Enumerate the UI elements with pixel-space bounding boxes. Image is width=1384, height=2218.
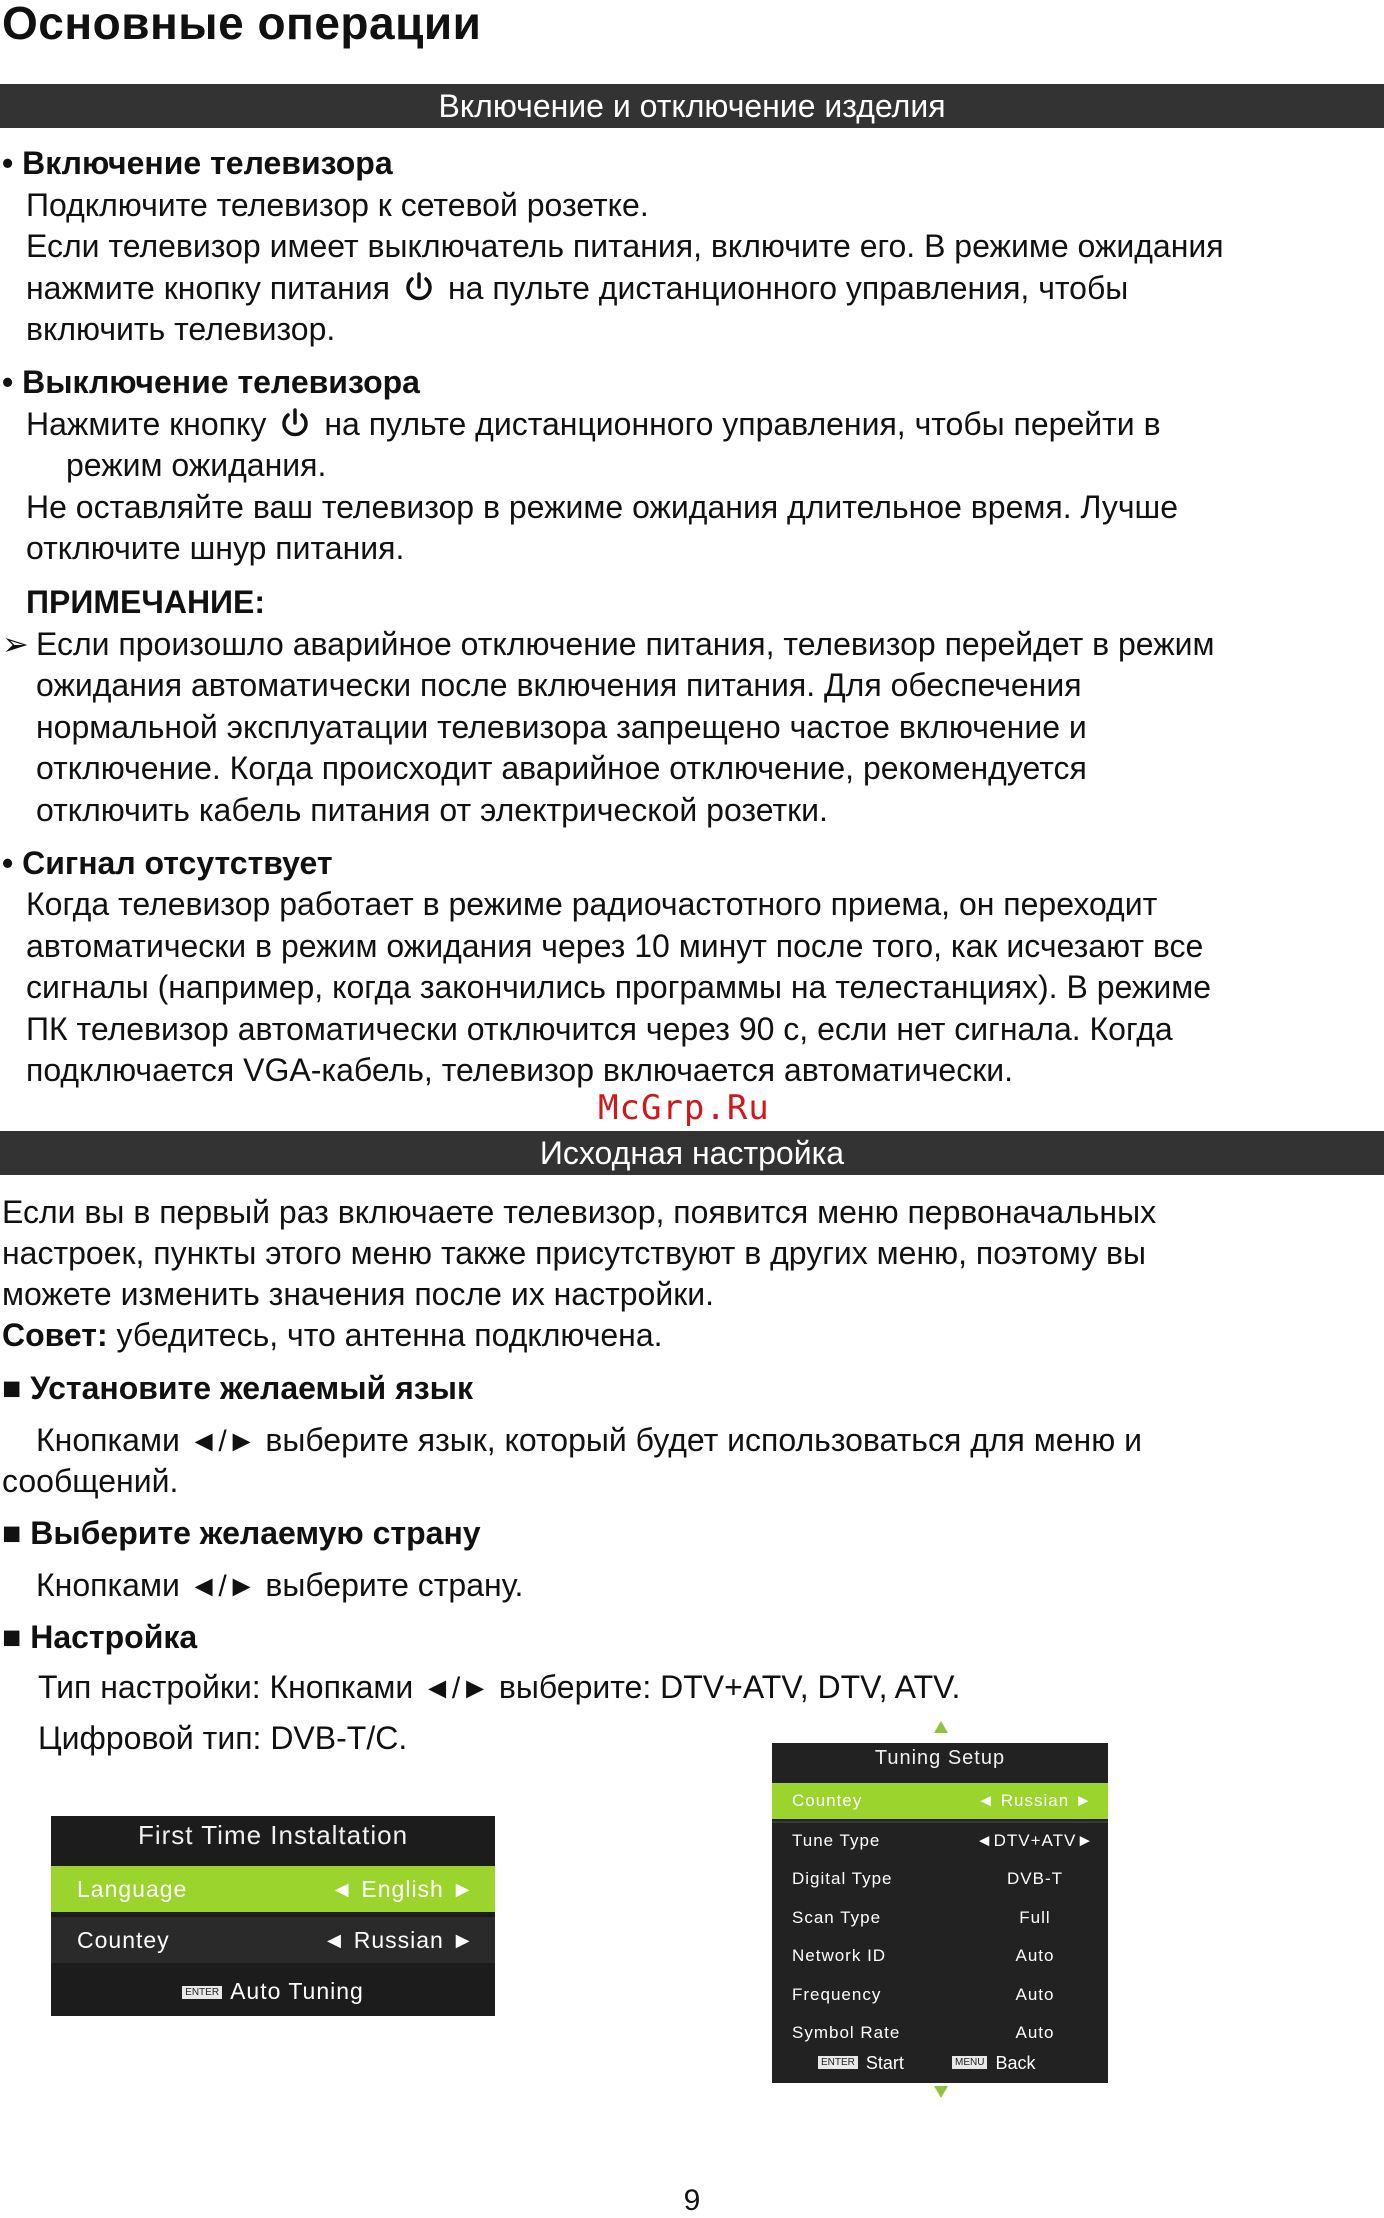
country-line-1 xyxy=(36,1565,523,1607)
power-on-line-3a: нажмите кнопку питания xyxy=(26,270,390,306)
power-icon xyxy=(278,406,312,440)
language-line-1 xyxy=(36,1420,1142,1462)
menu-row-value: Auto xyxy=(1015,2023,1055,2042)
country-heading: ■ Выберите желаемую страну xyxy=(2,1515,481,1551)
menu-row-label: Symbol Rate xyxy=(792,2023,901,2042)
power-on-line-3b: на пульте дистанционного управления, чтобы xyxy=(447,270,1129,306)
menu-row-value: DVB-T xyxy=(1007,1869,1063,1888)
note-line-4: отключение. Когда происходит аварийное отключение, рекомендуется xyxy=(36,750,1087,786)
menu-row-label: Scan Type xyxy=(792,1908,882,1927)
tuning-heading: ■ Настройка xyxy=(2,1619,198,1655)
power-off-line-4: отключите шнур питания. xyxy=(26,530,405,566)
left-right-arrows-icon: ◄/► xyxy=(188,1570,257,1603)
no-signal-line-2: автоматически в режим ожидания через 10 минут после того, как исчезают все xyxy=(26,928,1204,964)
tuning-line-1a: Тип настройки: Кнопками xyxy=(38,1669,414,1705)
menu-row-frequency[interactable] xyxy=(772,1977,1108,2013)
menu-row-tune-type[interactable] xyxy=(772,1823,1108,1859)
language-line-2: сообщений. xyxy=(2,1463,179,1499)
power-on-line-4: включить телевизор. xyxy=(26,311,336,347)
power-on-line-1: Подключите телевизор к сетевой розетке. xyxy=(26,187,649,223)
start-label: Start xyxy=(865,2053,904,2073)
tuning-setup-menu xyxy=(772,1743,1108,2083)
power-icon xyxy=(402,270,436,304)
menu-row-country[interactable] xyxy=(772,1783,1108,1819)
power-on-line-2: Если телевизор имеет выключатель питания, включите его. В режиме ожидания xyxy=(26,228,1224,264)
note-line-3: нормальной эксплуатации телевизора запрещено частое включение и xyxy=(36,709,1087,745)
scroll-up-icon[interactable] xyxy=(934,1721,948,1733)
section-header-power-text: Включение и отключение изделия xyxy=(438,87,946,124)
menu-row-language[interactable] xyxy=(51,1866,495,1912)
no-signal-line-1: Когда телевизор работает в режиме радиочастотного приема, он переходит xyxy=(26,886,1158,922)
power-off-line-2: режим ожидания. xyxy=(66,447,327,483)
power-off-line-3: Не оставляйте ваш телевизор в режиме ожидания длительное время. Лучше xyxy=(26,489,1178,525)
menu-row-value: ◄ Russian ► xyxy=(322,1927,475,1953)
left-right-arrows-icon: ◄/► xyxy=(188,1425,257,1458)
menu-row-label: Countey xyxy=(792,1791,863,1810)
menu-row-value: Auto xyxy=(1015,1946,1055,1965)
tip-text: убедитесь, что антенна подключена. xyxy=(107,1317,663,1353)
menu-title: First Time Instaltation xyxy=(137,1820,409,1850)
note-line-2: ожидания автоматически после включения питания. Для обеспечения xyxy=(36,667,1082,703)
scroll-down-icon[interactable] xyxy=(934,2086,948,2098)
page-number: 9 xyxy=(683,2184,701,2217)
power-on-heading: • Включение телевизора xyxy=(2,145,393,181)
language-line-1a: Кнопками xyxy=(36,1422,180,1458)
intro-line-2: настроек, пункты этого меню также присутствуют в других меню, поэтому вы xyxy=(2,1235,1146,1271)
menu-row-label: Digital Type xyxy=(792,1869,893,1888)
language-heading: ■ Установите желаемый язык xyxy=(2,1370,473,1406)
power-off-heading: • Выключение телевизора xyxy=(2,364,420,400)
country-line-1a: Кнопками xyxy=(36,1567,180,1603)
menu-row-value: ◄ English ► xyxy=(330,1876,475,1902)
section-header-power xyxy=(0,84,1384,128)
tuning-line-2: Цифровой тип: DVB-T/C. xyxy=(38,1720,408,1756)
menu-row-value: Auto xyxy=(1015,1985,1055,2004)
menu-row-label: Network ID xyxy=(792,1946,887,1965)
power-off-line-1 xyxy=(26,404,1161,445)
tuning-line-1 xyxy=(38,1667,960,1709)
no-signal-line-4: ПК телевизор автоматически отключится через 90 с, если нет сигнала. Когда xyxy=(26,1011,1173,1047)
left-right-arrows-icon: ◄/► xyxy=(422,1672,490,1705)
language-line-1b: выберите язык, который будет использоваться для меню и xyxy=(265,1422,1142,1458)
menu-row-value: Full xyxy=(1019,1908,1051,1927)
note-marker: ➢ xyxy=(2,626,29,662)
menu-row-label: Language xyxy=(77,1876,188,1902)
menu-row-label: Tune Type xyxy=(792,1831,881,1850)
first-time-installation-menu xyxy=(51,1816,495,2016)
country-line-1b: выберите страну. xyxy=(265,1567,524,1603)
menu-row-symbol-rate[interactable] xyxy=(772,2015,1108,2051)
power-off-line-1a: Нажмите кнопку xyxy=(26,406,267,442)
power-off-line-1b: на пульте дистанционного управления, чтобы перейти в xyxy=(324,406,1161,442)
auto-tuning-button[interactable] xyxy=(51,1978,495,2005)
intro-line-3: можете изменить значения после их настройки. xyxy=(2,1276,714,1312)
tuning-line-1b: выберите: DTV+ATV, DTV, ATV. xyxy=(498,1669,961,1705)
no-signal-line-3: сигналы (например, когда закончились программы на телестанциях). В режиме xyxy=(26,969,1211,1005)
menu-key-icon: MENU xyxy=(952,2056,987,2069)
intro-line-1: Если вы в первый раз включаете телевизор, появится меню первоначальных xyxy=(2,1194,1157,1230)
no-signal-line-5: подключается VGA-кабель, телевизор включается автоматически. xyxy=(26,1052,1013,1088)
back-label: Back xyxy=(995,2053,1036,2073)
enter-key-icon: ENTER xyxy=(182,1986,222,1999)
start-button[interactable] xyxy=(818,2053,904,2074)
note-line-1: Если произошло аварийное отключение питания, телевизор перейдет в режим xyxy=(36,626,1215,662)
menu-row-value: ◄ Russian ► xyxy=(977,1791,1093,1810)
note-heading: ПРИМЕЧАНИЕ: xyxy=(26,584,266,620)
page-title: Основные операции xyxy=(2,0,482,49)
menu-title: Tuning Setup xyxy=(874,1747,1006,1769)
no-signal-heading: • Сигнал отсутствует xyxy=(2,845,333,881)
tip-label: Совет: xyxy=(2,1317,108,1353)
note-line-5: отключить кабель питания от электрической розетки. xyxy=(36,792,828,828)
watermark: McGrp.Ru xyxy=(598,1088,770,1128)
menu-row-network-id[interactable] xyxy=(772,1938,1108,1974)
power-on-line-3 xyxy=(26,268,1128,309)
menu-row-scan-type[interactable] xyxy=(772,1900,1108,1936)
enter-key-icon: ENTER xyxy=(818,2056,858,2069)
section-header-initial-setup xyxy=(0,1131,1384,1175)
menu-row-value: ◄DTV+ATV► xyxy=(975,1831,1095,1850)
menu-row-digital-type[interactable] xyxy=(772,1861,1108,1897)
back-button[interactable] xyxy=(952,2053,1035,2074)
section-header-initial-setup-text: Исходная настройка xyxy=(539,1134,845,1171)
menu-row-label: Frequency xyxy=(792,1985,882,2004)
tip-line xyxy=(2,1315,663,1356)
menu-row-country[interactable] xyxy=(51,1917,495,1963)
menu-row-label: Countey xyxy=(77,1927,170,1953)
auto-tuning-label: Auto Tuning xyxy=(230,1978,364,2004)
